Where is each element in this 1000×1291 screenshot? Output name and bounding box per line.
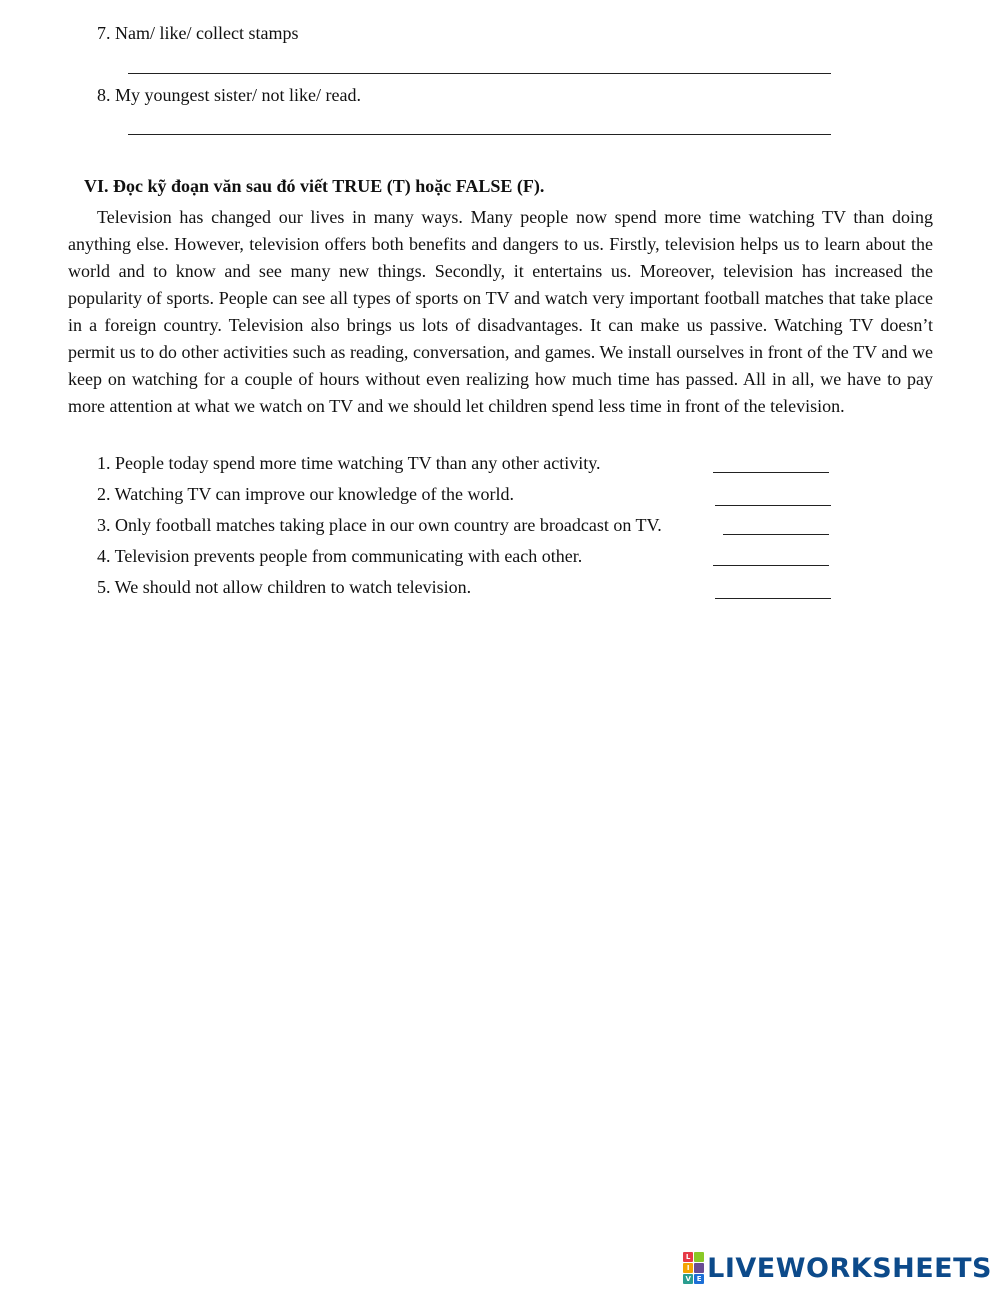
- tf-question-5: 5. We should not allow children to watch television.: [97, 577, 472, 597]
- tf-question-1: 1. People today spend more time watching TV than any other activity.: [97, 453, 601, 473]
- answer-line-8[interactable]: [128, 134, 831, 135]
- section-heading: VI. Đọc kỹ đoạn văn sau đó viết TRUE (T) hoặc FALSE (F).: [84, 176, 545, 196]
- brand-logo-icon: [683, 1252, 704, 1284]
- logo-tile: [694, 1252, 704, 1262]
- logo-tile: L: [683, 1252, 693, 1262]
- tf-question-2: 2. Watching TV can improve our knowledge of the world.: [97, 484, 514, 504]
- tf-question-4: 4. Television prevents people from communicating with each other.: [97, 546, 583, 566]
- tf-answer-blank-1[interactable]: [713, 472, 829, 473]
- liveworksheets-brand: [683, 1253, 992, 1283]
- tf-answer-blank-3[interactable]: [723, 534, 829, 535]
- answer-line-7[interactable]: [128, 73, 831, 74]
- logo-tile: I: [683, 1263, 693, 1273]
- writing-item-7: 7. Nam/ like/ collect stamps: [97, 23, 299, 43]
- writing-item-8: 8. My youngest sister/ not like/ read.: [97, 85, 361, 105]
- logo-tile: E: [694, 1274, 704, 1284]
- tf-answer-blank-5[interactable]: [715, 598, 831, 599]
- logo-tile: [694, 1263, 704, 1273]
- reading-passage: Television has changed our lives in many ways. Many people now spend more time watching TV than doing anything else. However, television offers both benefits and dangers to us. Firstly, television helps us to learn about the world and to know and see many new things. Secondly, it entertains us. Moreover, television has increased the popularity of sports. People can see all types of sports on TV and watch very important football matches that take place in a foreign country. Television also brings us lots of disadvantages. It can make us passive. Watching TV doesn’t permit us to do other activities such as reading, conversation, and games. We install ourselves in front of the TV and we keep on watching for a couple of hours without even realizing how much time has passed. All in all, we have to pay more attention at what we watch on TV and we should let children spend less time in front of the television.: [68, 207, 933, 416]
- tf-answer-blank-2[interactable]: [715, 505, 831, 506]
- brand-name: LIVEWORKSHEETS: [707, 1252, 992, 1284]
- tf-answer-blank-4[interactable]: [713, 565, 829, 566]
- logo-tile: V: [683, 1274, 693, 1284]
- tf-question-3: 3. Only football matches taking place in our own country are broadcast on TV.: [97, 515, 662, 535]
